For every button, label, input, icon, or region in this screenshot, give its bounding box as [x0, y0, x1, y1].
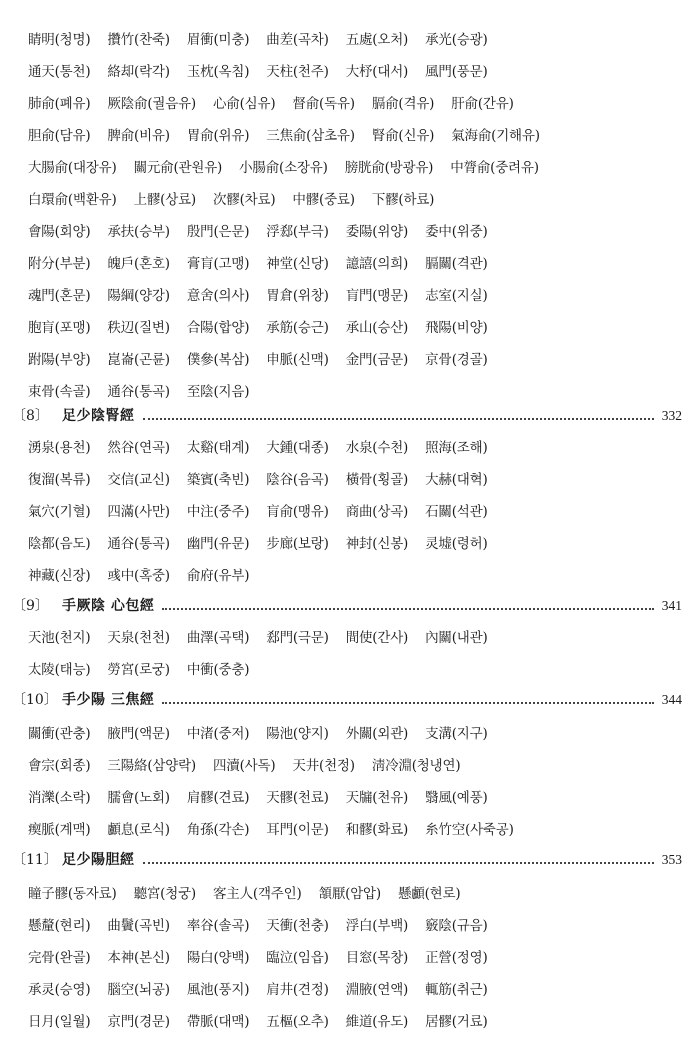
- meridian-title: 手少陽 三焦經: [62, 692, 155, 708]
- acupoint-term: 交信(교신): [107, 472, 170, 488]
- acupoint-term: 肩井(견정): [266, 982, 329, 998]
- acupoint-term: 石關(석관): [425, 504, 488, 520]
- acupoint-row: [28, 626, 678, 650]
- acupoint-row: [28, 436, 678, 460]
- acupoint-term: 上髎(상료): [133, 192, 196, 208]
- page-number: 332: [661, 408, 682, 423]
- acupoint-row: [28, 658, 678, 682]
- acupoint-term: 金門(금문): [345, 352, 409, 368]
- acupoint-term: 陽綱(양강): [107, 288, 170, 304]
- acupoint-row: [28, 92, 678, 116]
- acupoint-term: 曲澤(곡택): [186, 630, 250, 646]
- acupoint-term: 復溜(복류): [28, 472, 91, 488]
- acupoint-term: 輒筋(취근): [425, 982, 488, 998]
- acupoint-term: 懸釐(현리): [28, 918, 91, 934]
- acupoint-term: 和髎(화료): [345, 822, 409, 838]
- acupoint-term: 步廊(보랑): [266, 536, 329, 552]
- acupoint-term: 肓俞(맹유): [266, 504, 329, 520]
- acupoint-term: 瘈脈(계맥): [28, 822, 91, 838]
- acupoint-term: 脾俞(비유): [107, 128, 170, 144]
- acupoint-term: 膈關(격관): [425, 256, 488, 272]
- acupoint-term: 肓門(맹문): [345, 288, 409, 304]
- acupoint-term: 膀胱俞(방광유): [344, 160, 434, 176]
- acupoint-term: 三陽絡(삼양락): [107, 758, 196, 774]
- acupoint-term: 聽宮(청궁): [133, 886, 196, 902]
- acupoint-term: 內關(내관): [425, 630, 488, 646]
- acupoint-term: 照海(조해): [425, 440, 488, 456]
- page-number: 341: [661, 598, 682, 613]
- acupoint-term: 關衝(관충): [28, 726, 91, 742]
- acupoint-term: 角孫(각손): [186, 822, 250, 838]
- acupoint-row: [28, 316, 678, 340]
- acupoint-term: 通谷(통곡): [107, 384, 170, 400]
- acupoint-term: 會陽(회양): [28, 224, 91, 240]
- acupoint-term: 五處(오처): [345, 32, 409, 48]
- acupoint-term: 腎俞(신유): [371, 128, 435, 144]
- acupoint-term: 次髎(차료): [212, 192, 276, 208]
- acupoint-term: 四瀆(사독): [212, 758, 276, 774]
- dot-leader: [162, 608, 653, 610]
- acupoint-term: 腦空(뇌공): [107, 982, 170, 998]
- acupoint-term: 膏肓(고맹): [186, 256, 250, 272]
- acupoint-term: 魂門(혼문): [28, 288, 91, 304]
- dot-leader: [143, 862, 654, 864]
- meridian-heading: [12, 594, 682, 618]
- acupoint-term: 通天(통천): [28, 64, 91, 80]
- acupoint-term: 日月(일월): [28, 1014, 91, 1030]
- acupoint-term: 厥陰俞(궐음유): [107, 96, 196, 112]
- acupoint-term: 正營(정영): [425, 950, 488, 966]
- acupoint-term: 消濼(소락): [28, 790, 91, 806]
- meridian-title: 手厥陰 心包經: [62, 598, 155, 614]
- acupoint-term: 天柱(천주): [266, 64, 329, 80]
- acupoint-term: 肝俞(간유): [451, 96, 514, 112]
- acupoint-term: 中髎(중료): [292, 192, 355, 208]
- acupoint-term: 腋門(액문): [107, 726, 170, 742]
- acupoint-term: 關元俞(관원유): [133, 160, 223, 176]
- acupoint-term: 淸冷淵(청냉연): [371, 758, 461, 774]
- acupoint-row: [28, 380, 678, 404]
- acupoint-row: [28, 348, 678, 372]
- acupoint-term: 瞳子髎(동자료): [28, 886, 117, 902]
- acupoint-term: 承筋(승근): [266, 320, 329, 336]
- acupoint-term: 三焦俞(삼초유): [266, 128, 355, 144]
- acupoint-term: 天牖(천유): [345, 790, 409, 806]
- acupoint-term: 水泉(수천): [345, 440, 409, 456]
- acupoint-term: 五樞(오추): [266, 1014, 329, 1030]
- acupoint-term: 大杼(대서): [345, 64, 409, 80]
- acupoint-term: 心俞(심유): [212, 96, 276, 112]
- acupoint-term: 承光(승광): [425, 32, 488, 48]
- acupoint-term: 天池(천지): [28, 630, 91, 646]
- acupoint-row: [28, 124, 678, 148]
- acupoint-row: [28, 754, 678, 778]
- acupoint-row: [28, 882, 678, 906]
- acupoint-term: 陰都(음도): [28, 536, 91, 552]
- acupoint-term: 申脈(신맥): [266, 352, 329, 368]
- acupoint-term: 勞宮(로궁): [107, 662, 170, 678]
- acupoint-term: 殷門(은문): [186, 224, 250, 240]
- acupoint-term: 白環俞(백환유): [28, 192, 117, 208]
- acupoint-term: 魄戶(혼호): [107, 256, 170, 272]
- acupoint-term: 糸竹空(사죽공): [425, 822, 514, 838]
- acupoint-term: 絡却(락각): [107, 64, 170, 80]
- acupoint-row: [28, 1010, 678, 1034]
- acupoint-term: 太谿(태계): [186, 440, 250, 456]
- acupoint-term: 大鍾(대종): [266, 440, 329, 456]
- acupoint-term: 眉衝(미충): [186, 32, 250, 48]
- acupoint-term: 承灵(승영): [28, 982, 91, 998]
- acupoint-term: 通谷(통곡): [107, 536, 170, 552]
- acupoint-term: 神堂(신당): [266, 256, 329, 272]
- acupoint-term: 郄門(극문): [266, 630, 329, 646]
- acupoint-term: 支溝(지구): [425, 726, 488, 742]
- acupoint-term: 外關(외관): [345, 726, 409, 742]
- acupoint-term: 間使(간사): [345, 630, 409, 646]
- acupoint-term: 中衝(중충): [186, 662, 250, 678]
- acupoint-term: 胃倉(위창): [266, 288, 329, 304]
- meridian-heading: [12, 404, 682, 428]
- acupoint-term: 中渚(중저): [186, 726, 250, 742]
- acupoint-term: 天井(천정): [292, 758, 355, 774]
- acupoint-term: 曲差(곡차): [266, 32, 329, 48]
- acupoint-term: 商曲(상곡): [345, 504, 409, 520]
- page-number: 353: [661, 852, 682, 867]
- acupoint-term: 本神(본신): [107, 950, 170, 966]
- acupoint-term: 竅陰(규음): [425, 918, 488, 934]
- acupoint-term: 小腸俞(소장유): [239, 160, 328, 176]
- acupoint-term: 天泉(천천): [107, 630, 170, 646]
- acupoint-term: 四滿(사만): [107, 504, 170, 520]
- acupoint-term: 陰谷(음곡): [266, 472, 329, 488]
- acupoint-term: 臨泣(임읍): [266, 950, 329, 966]
- acupoint-term: 跗陽(부양): [28, 352, 91, 368]
- acupoint-term: 睛明(청명): [28, 32, 91, 48]
- acupoint-term: 天髎(천료): [266, 790, 329, 806]
- acupoint-term: 臑會(노회): [107, 790, 170, 806]
- acupoint-row: [28, 156, 678, 180]
- acupoint-term: 翳風(예풍): [425, 790, 488, 806]
- acupoint-term: 中注(중주): [186, 504, 250, 520]
- acupoint-term: 耳門(이문): [266, 822, 329, 838]
- acupoint-term: 顱息(로식): [107, 822, 170, 838]
- acupoint-term: 目窓(목창): [345, 950, 409, 966]
- acupoint-row: [28, 28, 678, 52]
- acupoint-term: 攢竹(찬죽): [107, 32, 170, 48]
- acupoint-term: 胆俞(담유): [28, 128, 91, 144]
- acupoint-term: 太陵(태능): [28, 662, 91, 678]
- meridian-title: 足少陽胆經: [62, 852, 135, 868]
- acupoint-row: [28, 946, 678, 970]
- section-number: 〔8〕: [12, 408, 49, 424]
- acupoint-term: 大腸俞(대장유): [28, 160, 117, 176]
- meridian-heading: [12, 688, 682, 712]
- acupoint-row: [28, 722, 678, 746]
- acupoint-term: 肩髎(견료): [186, 790, 250, 806]
- acupoint-term: 淵腋(연액): [345, 982, 409, 998]
- acupoint-term: 僕參(복삼): [186, 352, 250, 368]
- acupoint-term: 下髎(하료): [371, 192, 435, 208]
- acupoint-term: 胞肓(포맹): [28, 320, 91, 336]
- acupoint-row: [28, 500, 678, 524]
- acupoint-term: 附分(부분): [28, 256, 91, 272]
- acupoint-term: 幽門(유문): [186, 536, 250, 552]
- acupoint-row: [28, 564, 678, 588]
- acupoint-term: 居髎(거료): [425, 1014, 488, 1030]
- acupoint-term: 崑崙(곤륜): [107, 352, 170, 368]
- acupoint-term: 大赫(대혁): [425, 472, 488, 488]
- dot-leader: [162, 702, 653, 704]
- acupoint-row: [28, 220, 678, 244]
- section-number: 〔10〕: [12, 692, 58, 708]
- acupoint-term: 完骨(완골): [28, 950, 91, 966]
- acupoint-term: 然谷(연곡): [107, 440, 170, 456]
- acupoint-term: 浮郄(부극): [266, 224, 329, 240]
- acupoint-term: 志室(지실): [425, 288, 488, 304]
- acupoint-term: 意舍(의사): [186, 288, 250, 304]
- acupoint-term: 橫骨(횡골): [345, 472, 409, 488]
- acupoint-row: [28, 60, 678, 84]
- acupoint-term: 委陽(위양): [345, 224, 409, 240]
- acupoint-term: 京門(경문): [107, 1014, 170, 1030]
- acupoint-term: 浮白(부백): [345, 918, 409, 934]
- acupoint-term: 陽池(양지): [266, 726, 329, 742]
- acupoint-term: 氣穴(기혈): [28, 504, 91, 520]
- acupoint-term: 玉枕(옥침): [186, 64, 250, 80]
- acupoint-row: [28, 978, 678, 1002]
- acupoint-term: 湧泉(용천): [28, 440, 91, 456]
- acupoint-term: 譩譆(의희): [345, 256, 409, 272]
- acupoint-term: 中膂俞(중려유): [450, 160, 539, 176]
- acupoint-term: 曲鬢(곡빈): [107, 918, 170, 934]
- acupoint-term: 飛陽(비양): [425, 320, 488, 336]
- acupoint-row: [28, 468, 678, 492]
- acupoint-term: 承扶(승부): [107, 224, 170, 240]
- acupoint-term: 灵墟(령허): [425, 536, 488, 552]
- acupoint-term: 頷厭(암압): [318, 886, 381, 902]
- acupoint-term: 會宗(회종): [28, 758, 91, 774]
- acupoint-term: 氣海俞(기해유): [451, 128, 540, 144]
- acupoint-term: 合陽(합양): [186, 320, 250, 336]
- acupoint-term: 客主人(객주인): [212, 886, 302, 902]
- acupoint-term: 秩辺(질변): [107, 320, 170, 336]
- acupoint-term: 京骨(경골): [425, 352, 488, 368]
- acupoint-term: 彧中(혹중): [107, 568, 170, 584]
- acupoint-term: 神封(신봉): [345, 536, 409, 552]
- acupoint-term: 督俞(독유): [292, 96, 355, 112]
- dot-leader: [143, 418, 654, 420]
- acupoint-row: [28, 786, 678, 810]
- acupoint-term: 率谷(솔곡): [186, 918, 250, 934]
- acupoint-term: 承山(승산): [345, 320, 409, 336]
- acupoint-row: [28, 914, 678, 938]
- page-number: 344: [661, 692, 682, 707]
- acupoint-term: 胃俞(위유): [186, 128, 250, 144]
- acupoint-term: 風池(풍지): [186, 982, 250, 998]
- meridian-title: 足少陰腎經: [62, 408, 135, 424]
- acupoint-term: 懸顱(현로): [397, 886, 461, 902]
- acupoint-term: 維道(유도): [345, 1014, 409, 1030]
- section-number: 〔11〕: [12, 852, 58, 868]
- acupoint-row: [28, 188, 678, 212]
- acupoint-term: 天衝(천충): [266, 918, 329, 934]
- section-number: 〔9〕: [12, 598, 49, 614]
- acupoint-term: 築賓(축빈): [186, 472, 250, 488]
- acupoint-term: 束骨(속골): [28, 384, 91, 400]
- acupoint-row: [28, 532, 678, 556]
- acupoint-term: 神藏(신장): [28, 568, 91, 584]
- acupoint-term: 俞府(유부): [186, 568, 250, 584]
- acupoint-row: [28, 284, 678, 308]
- acupoint-term: 委中(위중): [425, 224, 488, 240]
- acupoint-term: 帶脈(대맥): [186, 1014, 250, 1030]
- acupoint-row: [28, 818, 678, 842]
- acupoint-term: 肺俞(폐유): [28, 96, 91, 112]
- meridian-heading: [12, 848, 682, 872]
- acupoint-term: 風門(풍문): [425, 64, 488, 80]
- acupoint-term: 膈俞(격유): [371, 96, 435, 112]
- acupoint-term: 陽白(양백): [186, 950, 250, 966]
- acupoint-term: 至陰(지음): [186, 384, 250, 400]
- acupoint-row: [28, 252, 678, 276]
